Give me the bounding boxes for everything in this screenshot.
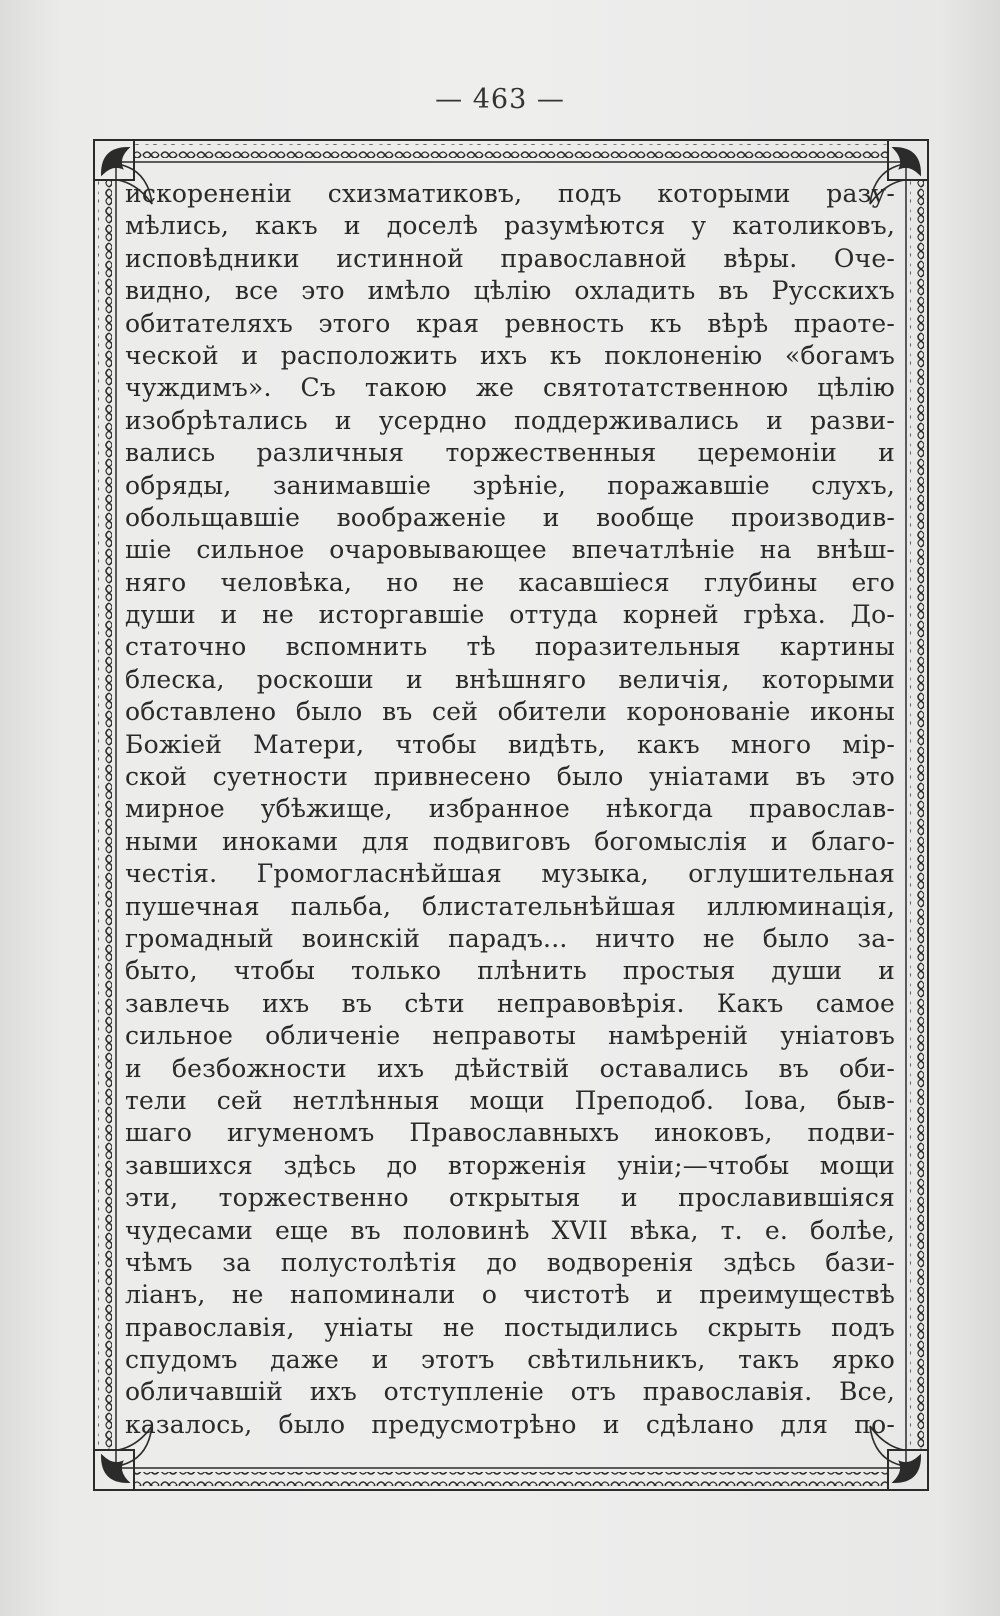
text-line: ными иноками для подвиговъ богомыслія и благо- [125,826,895,856]
text-line: няго человѣка, но не касавшіеся глубины его [125,567,895,597]
text-line: тели сей нетлѣнныя мощи Преподоб. Іова, быв- [125,1085,895,1115]
text-line: и безбожности ихъ дѣйствій оставались въ оби- [125,1053,895,1083]
text-line: обставлено было въ сей обители коронованіе иконы [125,697,895,727]
text-line: спудомъ даже и этотъ свѣтильникъ, такъ ярко [125,1345,895,1375]
text-line: исповѣдники истинной православной вѣры. Оче- [125,243,895,273]
text-line: быто, чтобы только плѣнить простыя души и [125,956,895,986]
text-line: изобрѣтались и усердно поддерживались и разви- [125,405,895,435]
text-line: искорененіи схизматиковъ, подъ которыми разу- [125,179,895,208]
text-line: обольщавшіе воображеніе и вообще производив- [125,502,895,532]
text-line: честія. Громогласнѣйшая музыка, оглушительная [125,859,895,889]
text-line: шаго игуменомъ Православныхъ иноковъ, подви- [125,1118,895,1148]
text-line: сильное обличеніе неправоты намѣреній уніатовъ [125,1021,895,1051]
text-line: чудесами еще въ половинѣ XVII вѣка, т. е. болѣе, [125,1215,895,1245]
text-line: завлечь ихъ въ сѣти неправовѣрія. Какъ самое [125,988,895,1018]
body-text [125,178,895,1441]
page-number: — 463 — [435,84,565,115]
text-line: видно, все это имѣло цѣлію охладить въ Русскихъ [125,276,895,306]
text-line: вались различныя торжественныя церемоніи и [125,438,895,468]
text-line: эти, торжественно открытыя и прославившіяся [125,1183,895,1213]
text-line: завшихся здѣсь до вторженія уніи;—чтобы мощи [125,1150,895,1180]
text-line: статочно вспомнить тѣ поразительныя картины [125,632,895,662]
text-line: шіе сильное очаровывающее впечатлѣніе на внѣш- [125,535,895,565]
text-line: ской суетности привнесено было уніатами въ это [125,762,895,792]
text-line: ліанъ, не напоминали о чистотѣ и преимуществѣ [125,1280,895,1310]
text-line: чѣмъ за полустолѣтія до водворенія здѣсь бази- [125,1247,895,1277]
text-line: громадный воинскій парадъ... ничто не было за- [125,923,895,953]
text-line: мѣлись, какъ и доселѣ разумѣются у католиковъ, [125,211,895,241]
text-line: обличавшій ихъ отступленіе отъ православія. Все, [125,1377,895,1407]
text-line: казалось, было предусмотрѣно и сдѣлано для по- [125,1409,895,1439]
text-line: души и не исторгавшіе оттуда корней грѣха. До- [125,600,895,630]
text-line: ческой и расположить ихъ къ поклоненію «богамъ [125,340,895,370]
text-line: чуждимъ». Съ такою же святотатственною цѣлію [125,373,895,403]
text-line: обряды, занимавшіе зрѣніе, поражавшіе слухъ, [125,470,895,500]
text-line: пушечная пальба, блистательнѣйшая иллюминація, [125,891,895,921]
text-line: блеска, роскоши и внѣшняго величія, которыми [125,664,895,694]
text-line: обитателяхъ этого края ревность къ вѣрѣ праоте- [125,308,895,338]
text-line: Божіей Матери, чтобы видѣть, какъ много мір- [125,729,895,759]
text-line: православія, уніаты не постыдились скрыть подъ [125,1312,895,1342]
text-line: мирное убѣжище, избранное нѣкогда православ- [125,794,895,824]
